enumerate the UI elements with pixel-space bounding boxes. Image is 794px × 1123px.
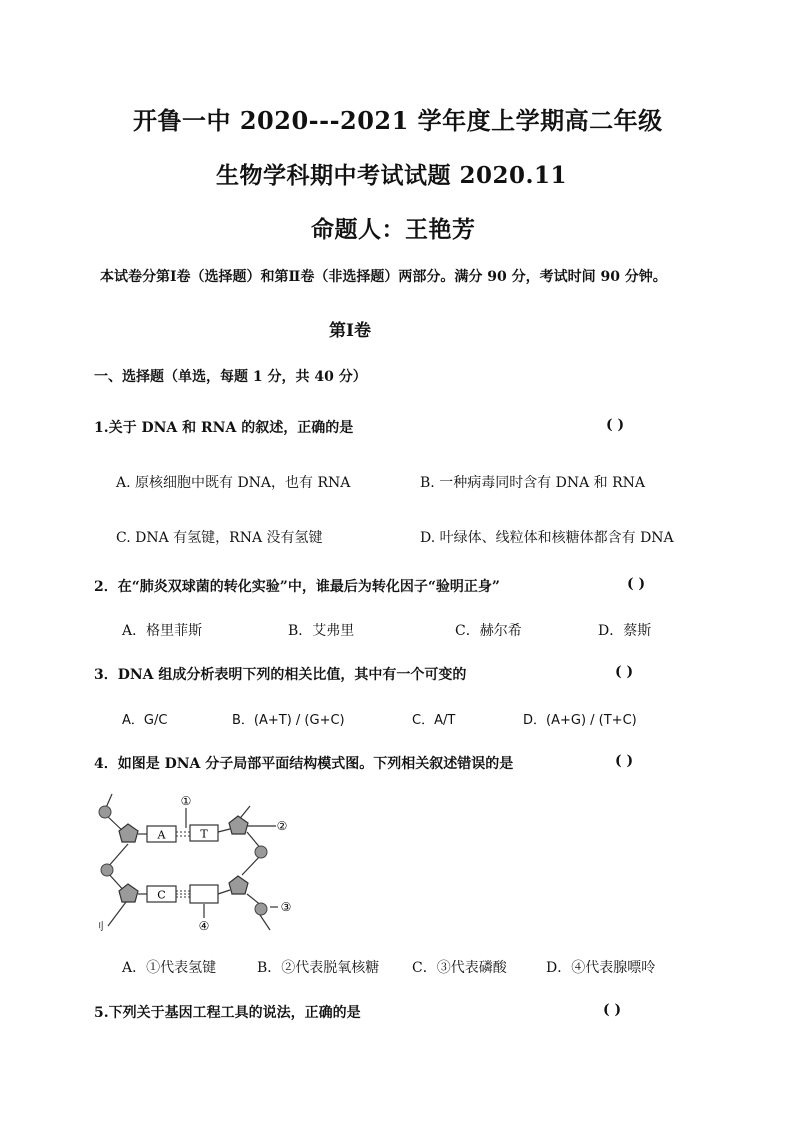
question-1-option-d: D. 叶绿体、线粒体和核糖体都含有 DNA — [420, 530, 674, 546]
question-4-stem: 4．如图是 DNA 分子局部平面结构模式图。下列相关叙述错误的是 — [94, 756, 514, 772]
section-heading: 一、选择题（单选，每题 1 分，共 40 分） — [94, 369, 367, 385]
question-5-stem: 5.下列关于基因工程工具的说法，正确的是 — [94, 1005, 361, 1021]
question-1-option-c: C. DNA 有氢键，RNA 没有氢键 — [116, 530, 323, 546]
base-label-a: A — [157, 828, 166, 842]
question-3-option-b: B．(A+T) / (G+C) — [232, 713, 345, 728]
question-2-option-d: D．蔡斯 — [598, 623, 652, 639]
dna-structure-figure — [90, 788, 305, 938]
base-label-c: C — [157, 888, 166, 902]
title-line-1: 开鲁一中 2020---2021 学年度上学期高二年级 — [133, 106, 663, 135]
question-4-option-c: C．③代表磷酸 — [412, 960, 507, 976]
question-2-option-b: B．艾弗里 — [288, 623, 355, 639]
question-2-answer-blank: ( ) — [627, 576, 646, 592]
question-3-option-c: C．A/T — [412, 713, 456, 728]
marker-2: ② — [276, 819, 288, 833]
base-blank-box — [190, 885, 218, 903]
marker-3: ③ — [280, 900, 292, 914]
title-line-2: 生物学科期中考试试题 2020.11 — [216, 162, 568, 189]
question-4-option-b: B．②代表脱氧核糖 — [257, 960, 380, 976]
question-3-option-d: D．(A+G) / (T+C) — [523, 713, 637, 728]
stray-mark: 刂 — [94, 922, 104, 933]
question-1-answer-blank: ( ) — [606, 417, 625, 433]
base-label-t: T — [200, 827, 208, 841]
question-3-stem: 3．DNA 组成分析表明下列的相关比值，其中有一个可变的 — [94, 667, 467, 683]
question-1-stem: 1.关于 DNA 和 RNA 的叙述，正确的是 — [94, 420, 354, 436]
question-3-option-a: A．G/C — [122, 713, 168, 728]
question-4-answer-blank: ( ) — [615, 753, 634, 769]
volume-heading: 第Ⅰ卷 — [329, 321, 371, 341]
author-line: 命题人：王艳芳 — [311, 216, 476, 243]
question-4-option-d: D．④代表腺嘌呤 — [546, 960, 656, 976]
question-3-answer-blank: ( ) — [615, 664, 634, 680]
exam-instructions: 本试卷分第Ⅰ卷（选择题）和第Ⅱ卷（非选择题）两部分。满分 90 分，考试时间 90 分钟。 — [100, 269, 667, 285]
marker-4: ④ — [198, 919, 210, 933]
marker-1: ① — [180, 794, 192, 808]
question-2-option-c: C．赫尔希 — [455, 623, 522, 639]
question-2-stem: 2．在“肺炎双球菌的转化实验”中，谁最后为转化因子“验明正身” — [94, 579, 500, 595]
question-5-answer-blank: ( ) — [603, 1002, 622, 1018]
question-2-option-a: A．格里菲斯 — [122, 623, 203, 639]
question-1-option-b: B. 一种病毒同时含有 DNA 和 RNA — [420, 475, 646, 491]
question-1-option-a: A. 原核细胞中既有 DNA，也有 RNA — [116, 475, 351, 491]
question-4-option-a: A．①代表氢键 — [122, 960, 217, 976]
